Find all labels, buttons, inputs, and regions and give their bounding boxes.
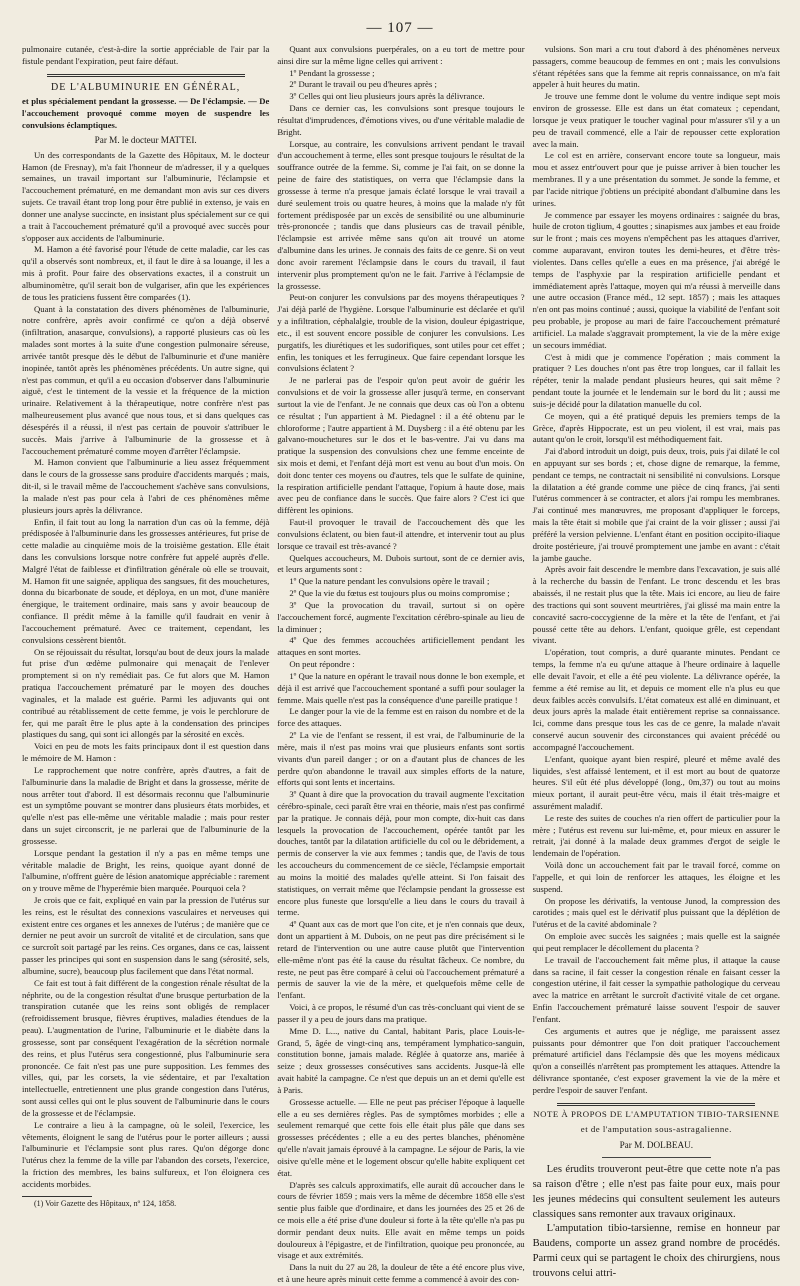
paragraph: C'est à midi que je commence l'opération ; mais comment la pratiquer ? Les douches n'ont pas être trop longues, car il fallait les répéter, tenir la malade pendant plusieurs heures, qui sait même ? pendant toute la journée et le lendemain sur le bord du lit ; aussi me suis-je décidé pour la dilatation manuelle du col. (532, 351, 780, 409)
ornamental-rule (22, 71, 269, 77)
article-byline: Par M. le docteur MATTEI. (94, 135, 197, 146)
article-subtitle: et plus spécialement pendant la grossesse. — De l'éclampsie. — De l'accouchement provoqué comme moyen de suspendre les convulsions éclamptiques. (22, 96, 270, 130)
paragraph: M. Hamon convient que l'albuminurie a lieu assez fréquemment dans le cours de la grossesse sans produire d'accidents marqués ; mais, dit-il, si le travail même de l'accouchement s'achève sans convulsions, la malade n'est pas pour cela à l'abri de ces phénomènes même plusieurs jours après la délivrance. (22, 457, 270, 515)
column-middle (277, 44, 525, 1285)
paragraph: Enfin, il fait tout au long la narration d'un cas où la femme, déjà prédisposée à l'albuminurie dans les grossesses antérieures, fut prise de cette maladie au cinquième mois de la troisième gestation. Elle était dans les convulsions lorsque notre confrère fut appelé auprès d'elle. Malgré l'état de faiblesse et d'infiltration générale où elle se trouvait, M. Hamon fit une saignée, appliqua des sangsues, fit des mouchetures, donna du bicarbonate de soude, et déploya, en un mot, d'une manière énergique, le traitement ordinaire, mais sans y avoir beaucoup de confiance. Il prédit même à la famille qu'il faudrait en venir à l'accouchement prématuré. Avec ce traitement, cependant, les convulsions cessèrent bientôt. (22, 516, 270, 645)
paragraph: Le travail de l'accouchement fait même plus, il attaque la cause dans sa racine, il fait cesser la congestion rénale en faisant cesser la congestion utérine, il fait cesser la sympathie pathologique du cerveau avec la matrice en arrêtant le surcroît d'activité vitale de cet organe. Enfin l'accouchement prématuré laisse souvent l'espoir de sauver l'enfant. (532, 954, 780, 1024)
paragraph: Ces arguments et autres que je néglige, me paraissent assez puissants pour démontrer que l'on doit pratiquer l'accouchement prématuré artificiel dans l'éclampsie dès que les moyens médicaux qu'on a conseillés n'arrêtent pas promptement les attaques. Attendre la délivrance spontanée, c'est exposer gravement la vie de la mère et perdre l'espoir de sauver l'enfant. (532, 1025, 780, 1095)
column-left (22, 44, 270, 1208)
paragraph: 1º Que la nature en opérant le travail nous donne le bon exemple, et déjà il est arrivé que l'accouchement spontané a suffi pour soulager la femme. Mais quelle n'est pas la conséquence d'une pareille pratique ! (277, 670, 525, 705)
intro-text: pulmonaire cutanée, c'est-à-dire la sortie appréciable de l'air par la fistule pendant l'expiration, peut faire défaut. (22, 44, 270, 66)
paragraph: Je crois que ce fait, expliqué en vain par la pression de l'utérus sur les reins, est le résultat des connexions vasculaires et nerveuses qui existent entre ces organes et les annexes de l'utérus ; de manière que ce dernier ne peut avoir un surcroît de vitalité et de circulation, sans que ce surcroît soit partagé par les reins. Ces organes, dans ce cas, laissent passer les principes qui sont en suspension dans le sang (sérosité, sels, albumine, sucre), beaucoup plus facilement que dans l'état normal. (22, 895, 270, 976)
paragraph: Mme D. L..., native du Cantal, habitant Paris, place Louis-le-Grand, 5, âgée de vingt-cinq ans, tempérament lymphatico-sanguin, constitution bonne, jamais malade. Réglée à quatorze ans, mariée à seize ; deux grossesses consécutives sans accidents. Jusque-là elle avait habité la campagne. Ce n'est que depuis un an et demi qu'elle est à Paris. (277, 1025, 525, 1095)
paragraph: On se réjouissait du résultat, lorsqu'au bout de deux jours la malade fut prise d'un œdème pulmonaire qui menaçait de l'enlever promptement si on n'y remédiait pas. Ce fut alors que M. Hamon pratiqua l'accouchement prématuré par le moyen des douches vaginales, et la malade est guérie. Parmi les adjuvants qui ont contribué au rétablissement de cette femme, je vois le perchlorure de fer, qui me paraît être le plus apte à la condensation des principes plastiques du sang, qui sont ici allongés par la sérosité en excès. (22, 646, 270, 740)
paragraph: M. Hamon a été favorisé pour l'étude de cette maladie, car les cas qu'il a observés sont nombreux, et, il faut le dire à sa louange, il les a mis à profit. Pour faire des observations exactes, il a construit un albuminomètre, qu'il serait bon de vulgariser, afin que les expériences de tous les praticiens fussent être comparées (1). (22, 244, 270, 302)
paragraph: Un des correspondants de la Gazette des Hôpitaux, M. le docteur Hamon (de Fresnay), m'a fait l'honneur de m'adresser, il y a quelques semaines, un travail important sur l'albuminurie, l'éclampsie et l'accouchement prématuré, en me demandant mon avis sur ces divers sujets. Ce travail étant trop long pour être publié in extenso, je vais en donner une analyse succincte, en insistant plus spécialement sur ce qui a trait à l'accouchement prématuré qu'il a provoqué avec succès pour s'opposer aux accidents de l'albuminurie. (22, 149, 270, 243)
paragraph: Le reste des suites de couches n'a rien offert de particulier pour la mère ; l'utérus est revenu sur lui-même, et, pour mieux en assurer le retrait, j'ai donné à la malade deux grammes d'ergot de seigle le lendemain de l'opération. (532, 812, 780, 859)
paragraph: 2º Durant le travail ou peu d'heures après ; (289, 79, 437, 90)
paragraph: Après avoir fait descendre le membre dans l'excavation, je suis allé à la recherche du bassin de l'enfant. Le tronc descendu et les bras abaissés, il ne restait plus que la tête. Mais ici encore, au lieu de faire des tractions qui sont souvent meurtrières, j'ai glissé ma main entre la concavité sacro-coccygienne de la mère et la tête de l'enfant, et j'ai poussé cette tête au dehors. L'enfant, quoique grêle, est cependant vivant. (532, 564, 780, 646)
note-body (533, 1163, 780, 1282)
paragraph: 3º Que la provocation du travail, surtout si on opère l'accouchement forcé, augmente l'excitation cérébro-spinale au lieu de la diminuer ; (277, 599, 525, 634)
paragraph: Le rapprochement que notre confrère, après d'autres, a fait de l'albuminurie dans la maladie de Bright et dans la grossesse, mérite de nous arrêter tout d'abord. Il est désormais reconnu que l'albuminurie est un symptôme pouvant se montrer dans plusieurs états morbides, et qu'elle n'est pas elle-même une véritable maladie ; mais pour rester dans un sujet circonscrit, je ne parlerai que de l'albuminurie de la grossesse. (22, 764, 270, 846)
paragraph: Quelques accoucheurs, M. Dubois surtout, sont de ce dernier avis, et leurs arguments sont : (277, 552, 525, 575)
paragraph: Quant à la constatation des divers phénomènes de l'albuminurie, notre confrère, après avoir confirmé ce qu'on a déjà observé (infiltration, anasarque, convulsions), a rapporté plusieurs cas où les malades sont mortes à la suite d'une congestion pulmonaire séreuse, arrivée tantôt presque dès le début de l'albuminurie et d'une manière inopinée, tantôt après les phénomènes précédents. Un autre signe, qui n'est pas commun, et qu'il a eu occasion d'observer dans l'albuminurie aiguë, c'est le tintement de la vessie et la fréquence de la miction urinaire. Relativement à la thérapeutique, notre confrère n'est pas malheureusement plus avancé que nous tous, et si dans quelques cas désespérés il a réussi, il n'est pas certain de pouvoir s'attribuer le succès. Mais j'arrive à l'albuminurie de la grossesse et à l'accouchement prématuré comme moyen d'arrêter l'éclampsie. (22, 303, 270, 456)
paragraph: Grossesse actuelle. — Elle ne peut pas préciser l'époque à laquelle elle a eu ses dernières règles. Pas de symptômes morbides ; elle a seulement remarqué que cette fois elle était plus pâle que dans ses grossesses précédentes ; elle a eu des pertes blanches, phénomène qu'elle n'avait jamais éprouvé à la campagne. Le séjour de Paris, la vie oisive qu'elle mène et le logement obscur qu'elle habite expliquent cet état. (277, 1096, 525, 1178)
paragraph: Lorsque, au contraire, les convulsions arrivent pendant le travail d'un accouchement à terme, elles sont presque toujours le résultat de la souffrance outrée de la femme. Si, comme je l'ai fait, on se donne la peine de faire des statistiques, on verra que l'éclampsie dans la grossesse à terme n'a presque jamais éclaté lorsque le vrai travail a duré seulement trois ou quatre heures, à moins que la malade n'y fût fortement prédisposée par un excès de sensibilité ou une albuminurie très-prononcée ; tandis que dans plusieurs cas de travail pénible, l'éclampsie est arrivée même sans qu'on ait trouvé un atome d'albumine dans les urines. Je connais des faits de ce genre. Si on veut donc avoir rarement l'éclampsie dans le cours du travail, il faut intervenir plus promptement qu'on ne le fait. J'arrive à l'éclampsie de la grossesse. (277, 138, 525, 291)
right-body (533, 44, 780, 1097)
paragraph: Voilà donc un accouchement fait par le travail forcé, comme on l'appelle, et qui loin de renforcer les attaques, les éloigne et les suspend. (532, 860, 780, 894)
paragraph: Voici, à ce propos, le résumé d'un cas très-concluant qui vient de se passer il y a peu de jours dans ma pratique. (277, 1002, 525, 1024)
article-title: DE L'ALBUMINURIE EN GÉNÉRAL, (51, 81, 241, 93)
paragraph: Faut-il provoquer le travail de l'accouchement dès que les convulsions éclatent, ou bien faut-il attendre, et intervenir tout au plus lorsque ce travail est très-avancé ? (277, 517, 525, 551)
paragraph: 2º Que la vie du fœtus est toujours plus ou moins compromise ; (289, 588, 510, 599)
paragraph: 3º Quant à dire que la provocation du travail augmente l'excitation cérébro-spinale, ceci paraît être vrai en théorie, mais n'est pas confirmé par la pratique. Je connais déjà, pour mon compte, dix-huit cas dans lesquels la provocation de l'accouchement, opérée tantôt par les douches, tantôt par la dilatation artificielle du col ou le débridement, a permis de conserver la vie aux femmes ; tandis que, de l'avis de tous les accoucheurs du commencement de ce siècle, l'éclampsie emportait au moins la moitié des malades qu'elle atteint. Si l'on faisait des statistiques, on verrait même que l'éclampsie pendant la grossesse est encore plus funeste que lorsqu'elle a lieu dans le cours du travail à terme. (277, 789, 525, 918)
paragraph: Je trouve une femme dont le volume du ventre indique sept mois environ de grossesse. Elle est dans un état comateux ; cependant, lorsque je veux pratiquer le toucher vaginal pour m'assurer s'il y a un peu de travail commencé, elle a l'air de repousser cette exploration avec la main. (532, 91, 780, 149)
paragraph: D'après ses calculs approximatifs, elle aurait dû accoucher dans le cours de février 1859 ; mais vers la même de décembre 1858 elle s'est sentie plus faible que d'ordinaire, et dans les journées des 25 et 26 de ce mois elle a été prise d'une douleur si forte à la tête qu'elle n'a pas pu dormir pendant deux nuits. Elle avait en même temps un poids douloureux à l'épigastre, et de l'infiltration, quoique peu prononcée, au visage et aux extrémités. (277, 1179, 525, 1261)
footnote: (1) Voir Gazette des Hôpitaux, nº 124, 1858. (34, 1198, 177, 1208)
paragraph: Dans la nuit du 27 au 28, la douleur de tête a été encore plus vive, et à une heure après minuit cette femme a commencé à avoir des con- (277, 1262, 525, 1285)
paragraph: L'enfant, quoique ayant bien respiré, pleuré et même avalé des liquides, s'est affaissé lentement, et il est mort au bout de quatorze heures. S'il eût été plus développé (long., 0m,37) ou tout au moins mieux portant, il aurait peut-être vécu, mais il était très-maigre et assurément maladif. (532, 753, 780, 811)
paragraph: 4º Quant aux cas de mort que l'on cite, et je n'en connais que deux, dont un appartient à M. Dubois, on ne peut pas dire précisément si le retard de l'intervention ou une autre cause plutôt que l'intervention elle-même n'ont pas été la cause du résultat fâcheux. Ce nombre, du reste, ne peut pas être comparé à celui où l'accouchement prématuré a permis de sauver la vie de la mère, et quelquefois même celle de l'enfant. (277, 919, 525, 1001)
paragraph: Le contraire a lieu à la campagne, où le soleil, l'exercice, les vêtements, éloignent le sang de l'utérus pour le porter ailleurs ; aussi l'albuminurie et l'éclampsie sont plus rares. Qu'on dégorge donc l'utérus chez la femme de la ville par l'abandon des corsets, l'exercice, la friction des membres, les bains sulfureux, et l'on éloignera ces accidents morbides. (22, 1119, 270, 1189)
paragraph: On emploie avec succès les saignées ; mais quelle est la saignée qui peut remplacer le décollement du placenta ? (532, 931, 780, 953)
note-subtitle: et de l'amputation sous-astragalienne. (580, 1123, 732, 1134)
short-rule (533, 1154, 780, 1160)
paragraph: Le col est en arrière, conservant encore toute sa longueur, mais mou et assez entr'ouvert pour que je puisse arriver à bien toucher les membranes. Il y a une présentation du sommet. Je sonde la femme, et par l'acide nitrique j'obtiens un précipité abondant d'albumine dans les urines. (532, 150, 780, 208)
footnote-rule (22, 1196, 92, 1197)
paragraph: 1º Pendant la grossesse ; (289, 67, 375, 78)
paragraph: 1º Que la nature pendant les convulsions opère le travail ; (289, 576, 490, 587)
paragraph: Ce fait est tout à fait différent de la congestion rénale résultat de la néphrite, ou de la congestion résultat d'une brusque perturbation de la transpiration cutanée que les reins sont obligés de remplacer (refroidissement brusque, fièvres éruptives, maladies étendues de la peau). L'augmentation de l'urine, l'albuminurie et le diabète dans la grossesse, sont par conséquent l'exagération de la sécrétion normale des reins, et plus l'utérus sera congestionné, plus l'albuminurie sera prononcée. Ce fait n'est pas une pure supposition. Les femmes des villes, qui, par les corsets, la vie sédentaire, et par l'exaltation intellectuelle, entretiennent une plus grande congestion dans l'utérus, sont aussi celles qui ont le plus souvent de l'albuminurie dans le cours de la grossesse et de l'éclampsie. (22, 977, 270, 1118)
columns (22, 44, 780, 1285)
section-separator (533, 1100, 780, 1106)
paragraph: 4º Que des femmes accouchées artificiellement pendant les attaques en sont mortes. (277, 635, 525, 658)
paragraph: vulsions. Son mari a cru tout d'abord à des phénomènes nerveux passagers, comme beaucoup de femmes en ont ; mais les convulsions s'étant répétées sans que la femme ait repris connaissance, on m'a fait appeler à huit heures du matin. (532, 44, 780, 90)
note-byline: Par M. DOLBEAU. (619, 1139, 694, 1150)
paragraph: On peut répondre : (289, 659, 355, 670)
paragraph: 3º Celles qui ont lieu plusieurs jours après la délivrance. (289, 91, 485, 102)
paragraph: Les érudits trouveront peut-être que cette note n'a pas sa raison d'être ; elle n'est pas faite pour eux, mais pour les jeunes médecins qui consultent seulement les auteurs classiques sans remonter aux travaux originaux. (532, 1164, 780, 1220)
paragraph: J'ai d'abord introduit un doigt, puis deux, trois, puis j'ai dilaté le col en appuyant sur ses bords ; et, chose digne de remarque, la femme, pendant ce temps, ne contractait ni sensibilité ni convulsions. Lorsque la dilatation a été grande comme une pièce de cinq francs, j'ai senti l'utérus commencer à se contracter, et alors j'ai rompu les membranes. J'ai continué mes manœuvres, me proposant d'appliquer le forceps, mais la tête était si mobile que j'ai craint de la voir glisser ; aussi j'ai préféré la version pelvienne. L'enfant étant en position occipito-iliaque droite postérieure, j'ai trouvé promptement une jambe en avant : c'était la jambe gauche. (532, 446, 780, 563)
paragraph: Quant aux convulsions puerpérales, on a eu tort de mettre pour ainsi dire sur la même ligne celles qui arrivent : (277, 44, 525, 66)
paragraph: Peut-on conjurer les convulsions par des moyens thérapeutiques ? J'ai déjà parlé de l'hygiène. Lorsque l'albuminurie est déclarée et qu'il y a infiltration, céphalalgie, trouble de la vision, douleur épigastrique, etc., il est souvent encore possible de conjurer les convulsions. Les purgatifs, les diurétiques et les sudorifiques, sont utiles pour cet effet ; enfin, les toniques et les ferrugineux. Que faire cependant lorsque les convulsions éclatent ? (277, 292, 525, 374)
paragraph: On propose les dérivatifs, la ventouse Junod, la compression des carotides ; mais quel est le dérivatif plus puissant que la déplétion de l'utérus et de la cavité abdominale ? (532, 895, 780, 930)
paragraph: L'amputation tibio-tarsienne, remise en honneur par Baudens, comporte un assez grand nombre de procédés. Parmi ceux qui se partagent le choix des chirurgiens, nous trouvons celui attri- (532, 1223, 780, 1279)
note-title: NOTE À PROPOS DE L'AMPUTATION TIBIO-TARSIENNE (533, 1108, 780, 1119)
paragraph: L'opération, tout compris, a duré quarante minutes. Pendant ce temps, la femme n'a eu qu'une attaque à l'heure ordinaire à laquelle elle devait l'avoir, et elle a été peu violente. La délivrance opérée, la femme a été remise au lit, et depuis ce moment elle n'a plus eu que deux faibles accès convulsifs. L'état comateux est allé en diminuant, et deux jours après la malade était entièrement reprise sa connaissance. Ici, comme dans presque tous les cas de ce genre, la malade n'avait conservé aucun souvenir des circonstances qui avaient précédé ou accompagné l'accouchement. (532, 647, 780, 752)
page-number: — 107 — (366, 20, 434, 36)
paragraph: Lorsque pendant la gestation il n'y a pas en même temps une véritable maladie de Bright, les reins, quoique ayant donné de l'albumine, n'offrent guère de lésion anatomique appréciable : rarement on y trouve même de l'hyperémie bien marquée. Pourquoi cela ? (22, 847, 270, 894)
column-right (532, 44, 780, 1279)
paragraph: Je commence par essayer les moyens ordinaires : saignée du bras, huile de croton tiglium, 4 gouttes ; sinapismes aux jambes et eau froide sur le front ; mais ces moyens n'empêchent pas les attaques d'arriver, comme auparavant, environ toutes les demi-heures, et d'être très-violentes. Dans celles qu'elle a eues en ma présence, j'ai abrégé le temps de l'asphyxie par la respiration artificielle pendant et immédiatement après l'attaque, moyen qui m'a réussi à merveille dans une autre occasion (France méd., 12 sept. 1857) ; mais les attaques n'en ont pas moins continué ; aussi, quoique la viabilité de l'enfant soit peu probable, je propose au mari de faire l'accouchement prématuré artificiel. La malade s'aggravait promptement, la vie de la mère exige un secours immédiat. (532, 209, 780, 350)
paragraph: Je ne parlerai pas de l'espoir qu'on peut avoir de guérir les convulsions et de voir la grossesse aller jusqu'à terme, en conservant surtout la vie de l'enfant. Je ne connais que deux cas où l'on a obtenu ce résultat ; l'un appartient à M. Piedagnel : il a été obtenu par le chloroforme ; l'autre appartient à M. Duysberg : il a été obtenu par les galvano-mouchetures sur le dos et le bas-ventre. J'ai vu dans ma pratique la suspension des convulsions chez une femme enceinte de six mois et demi, et l'enfant déjà mort est venu au bout d'un mois. On doit donc tenter ces moyens ou d'autres, tels que le sulfate de quinine, la respiration artificielle pendant l'attaque, l'opium à haute dose, mais avec peu de confiance dans le succès. Que faire alors ? C'est ici que diffèrent les opinions. (277, 375, 525, 516)
paragraph: 2º La vie de l'enfant se ressent, il est vrai, de l'albuminurie de la mère, mais il n'est pas moins vrai que plusieurs enfants sont sortis vivants d'un pareil danger ; or on a d'autant plus de chances de les perdre qu'on abandonne le travail aux simples efforts de la nature, efforts qui sont lents et incertains. (277, 730, 525, 788)
paragraph: Dans ce dernier cas, les convulsions sont presque toujours le résultat d'imprudences, d'émotions vives, ou d'une véritable maladie de Bright. (277, 103, 525, 137)
paragraph: Ce moyen, qui a été pratiqué depuis les premiers temps de la Grèce, d'après Hippocrate, est un peu violent, il est vrai, mais pas autant qu'on le croit, lorsqu'il est méthodiquement fait. (532, 410, 780, 445)
left-body (22, 150, 269, 1191)
middle-body (277, 44, 524, 1286)
paragraph: Le danger pour la vie de la femme est en raison du nombre et de la force des attaques. (277, 706, 525, 729)
paragraph: Voici en peu de mots les faits principaux dont il est question dans le mémoire de M. Hamon : (22, 741, 270, 764)
